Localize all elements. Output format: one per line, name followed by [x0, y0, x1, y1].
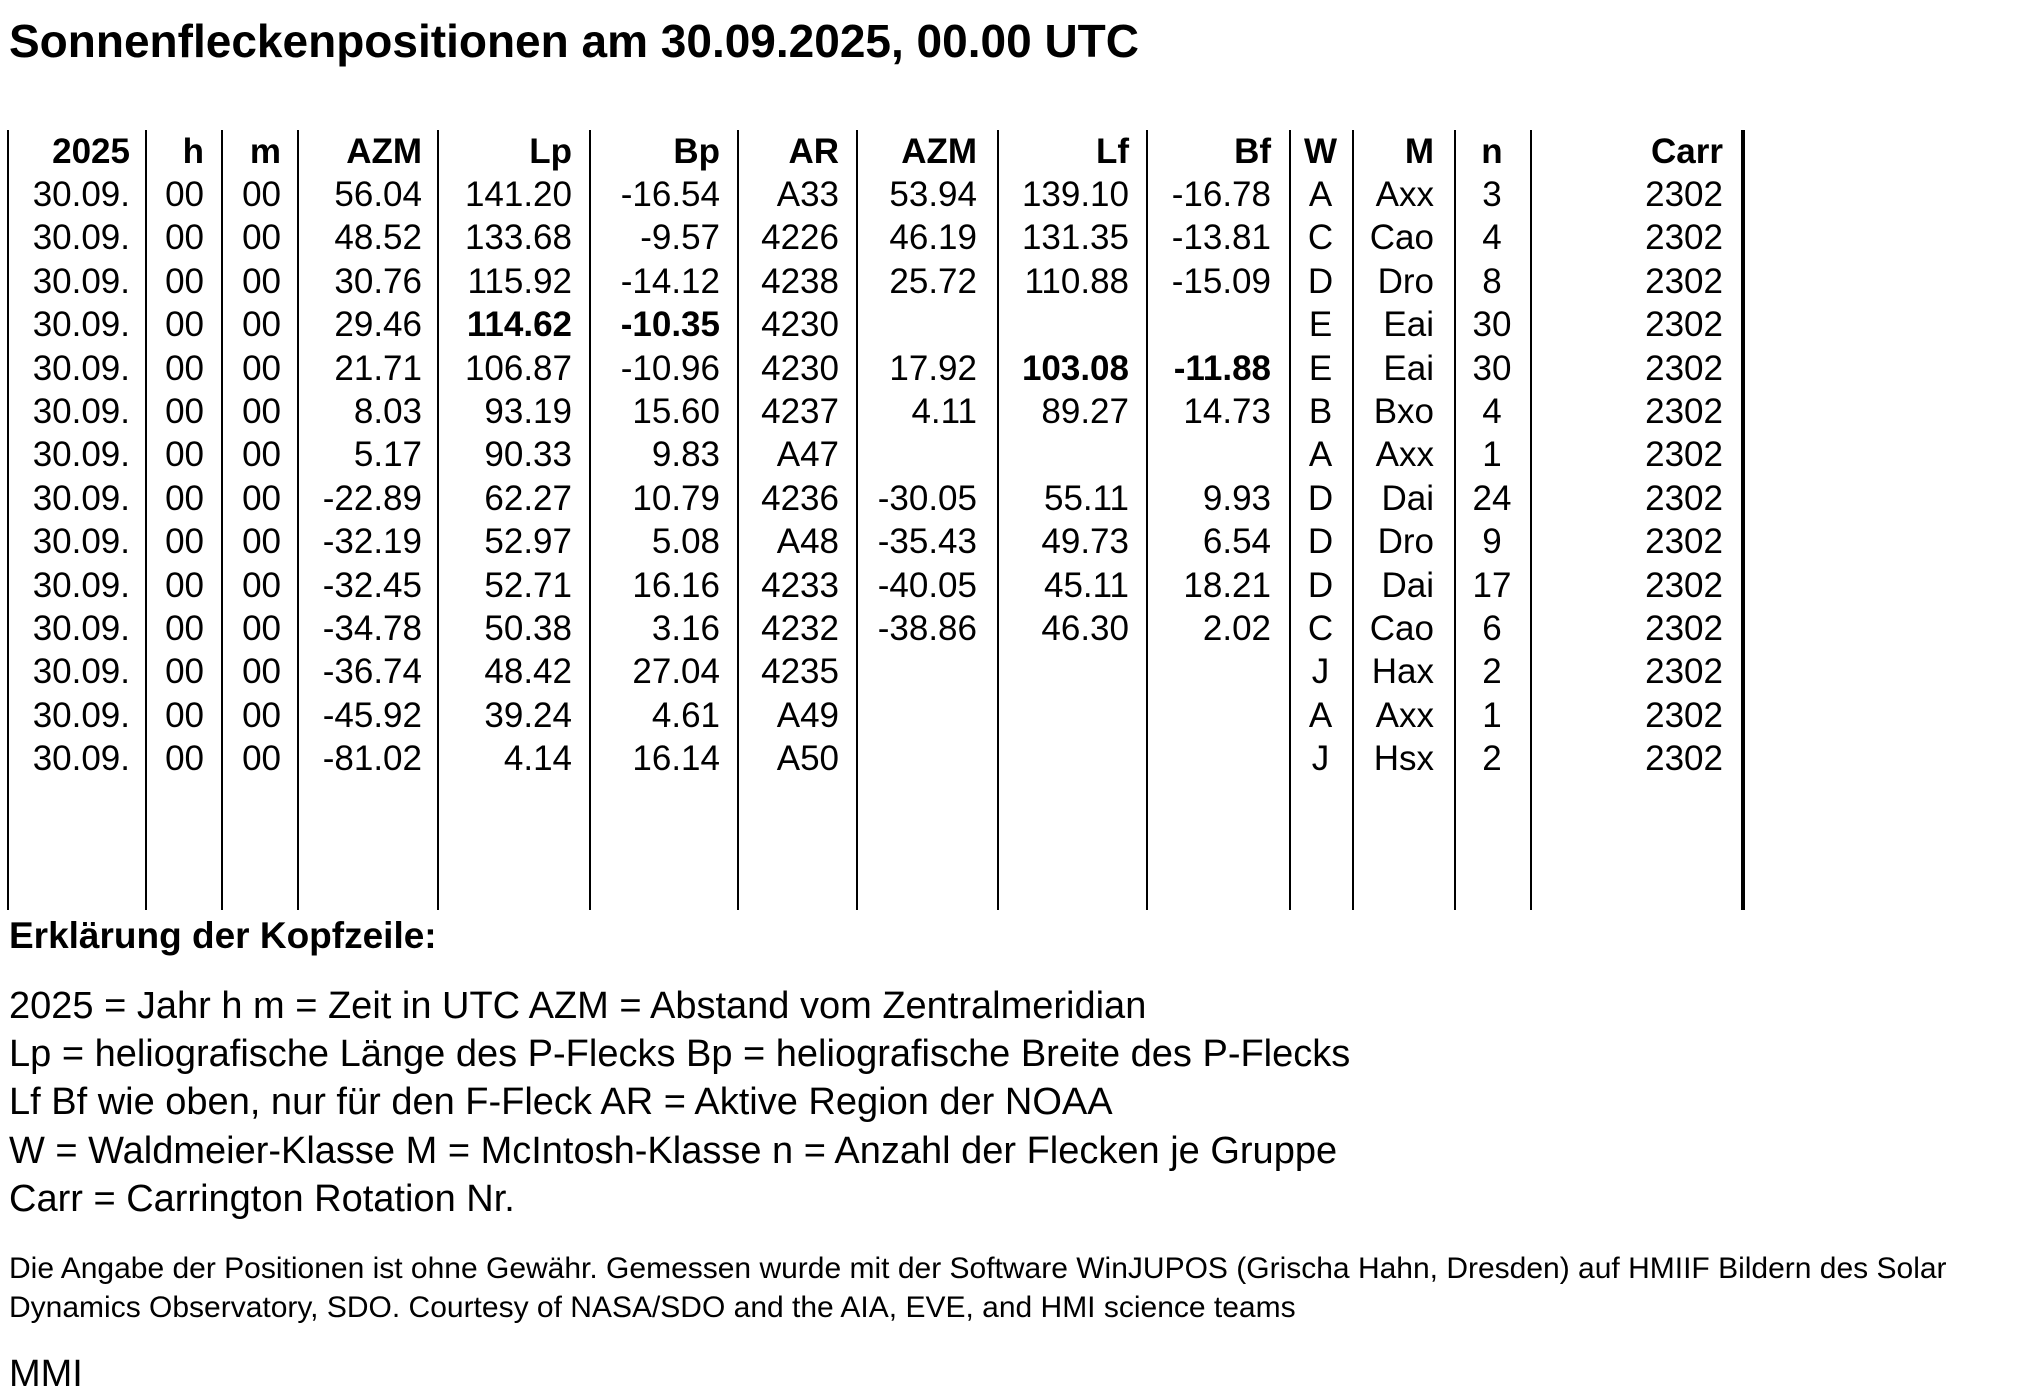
table-cell: 90.33 — [484, 435, 572, 475]
column-header: W — [1303, 132, 1338, 171]
table-cell: 30.09. — [32, 522, 130, 562]
table-cell — [858, 694, 977, 737]
table-cell: 53.94 — [889, 175, 977, 214]
table-cell: 00 — [242, 522, 281, 562]
table-cell: 00 — [165, 175, 204, 214]
table-cell — [858, 433, 977, 476]
table-cell — [1148, 303, 1271, 346]
table-cell: 18.21 — [1183, 565, 1271, 605]
table-cell: 17.92 — [889, 348, 977, 388]
table-cell: -14.12 — [620, 261, 720, 301]
table-cell: 2302 — [1645, 652, 1723, 692]
table-cell: 2.02 — [1202, 609, 1271, 648]
table-cell — [1148, 737, 1271, 780]
table-cell: B — [1308, 392, 1333, 431]
table-cell: 6 — [1482, 609, 1502, 648]
legend-line: Lp = heliografische Länge des P-Flecks Bp = heliografische Breite des P-Flecks — [9, 1033, 1351, 1075]
table-cell: A49 — [776, 695, 839, 735]
table-cell: 1 — [1482, 695, 1502, 735]
table-cell: 2302 — [1645, 305, 1723, 345]
table-cell: 4236 — [761, 478, 839, 518]
table-cell: 50.38 — [484, 609, 572, 648]
table-cell: 4238 — [761, 261, 839, 301]
table-cell: -10.96 — [620, 348, 720, 388]
table-cell — [999, 650, 1129, 693]
table-cell: 106.87 — [464, 348, 572, 388]
table-cell: 4230 — [761, 305, 839, 345]
table-cell: 6.54 — [1202, 522, 1271, 562]
table-cell: -16.54 — [620, 175, 720, 214]
table-cell: 115.92 — [467, 261, 572, 301]
table-cell: -32.45 — [322, 565, 422, 605]
table-cell: 30.09. — [32, 739, 130, 779]
table-cell — [999, 303, 1129, 346]
table-cell: 30 — [1472, 305, 1512, 345]
disclaimer-note: Die Angabe der Positionen ist ohne Gewähr. Gemessen wurde mit der Software WinJUPOS (Grischa Hahn, Dresden) auf HMIIF Bildern des Solar Dynamics Observatory, SDO. Courtesy of NASA/SDO and the AIA, EVE, and HMI science teams — [9, 1252, 1947, 1324]
sunspot-position-table — [7, 130, 1744, 910]
column-header: AR — [788, 132, 839, 171]
table-cell: 30.09. — [32, 652, 130, 692]
table-cell: E — [1308, 348, 1333, 388]
table-cell: 00 — [165, 609, 204, 648]
table-cell: 00 — [165, 652, 204, 692]
table-cell: Dro — [1377, 522, 1434, 562]
table-cell: 39.24 — [484, 695, 572, 735]
column-header: M — [1404, 132, 1434, 171]
table-cell: Axx — [1375, 175, 1434, 214]
table-cell: -11.88 — [1173, 348, 1271, 388]
table-cell — [1148, 650, 1271, 693]
table-cell: 00 — [242, 348, 281, 388]
table-cell: 00 — [242, 435, 281, 475]
table-cell: -22.89 — [322, 478, 422, 518]
table-cell: 00 — [242, 218, 281, 258]
table-cell: 8.03 — [353, 392, 422, 431]
table-cell: 00 — [165, 261, 204, 301]
table-cell: -38.86 — [877, 609, 977, 648]
table-cell: 00 — [242, 652, 281, 692]
table-cell: 00 — [242, 261, 281, 301]
table-cell: 9 — [1482, 522, 1502, 562]
table-cell: 00 — [242, 565, 281, 605]
table-cell — [1148, 694, 1271, 737]
table-cell: 00 — [165, 305, 204, 345]
table-cell: 00 — [165, 478, 204, 518]
table-cell: 4.61 — [651, 695, 720, 735]
table-cell: -15.09 — [1171, 261, 1271, 301]
legend-title: Erklärung der Kopfzeile: — [9, 915, 437, 956]
table-cell: Dro — [1377, 261, 1434, 301]
table-cell: 131.35 — [1021, 218, 1129, 258]
column-header: h — [182, 132, 204, 171]
table-cell: 27.04 — [632, 652, 720, 692]
table-cell: 2302 — [1645, 218, 1723, 258]
column-header: n — [1481, 132, 1503, 171]
table-cell: D — [1307, 261, 1334, 301]
table-cell: 30.09. — [32, 695, 130, 735]
table-cell: 46.19 — [889, 218, 977, 258]
table-cell — [999, 694, 1129, 737]
table-cell: 4 — [1482, 392, 1502, 431]
table-cell: Eai — [1383, 305, 1434, 345]
table-cell: -9.57 — [640, 218, 720, 258]
table-cell: 45.11 — [1044, 565, 1129, 605]
table-cell: 2302 — [1645, 392, 1723, 431]
table-cell: 30.76 — [334, 261, 422, 301]
table-cell: 2302 — [1645, 435, 1723, 475]
table-cell: 30.09. — [32, 175, 130, 214]
table-cell: 2302 — [1645, 695, 1723, 735]
table-cell: A47 — [776, 435, 839, 475]
table-cell: -81.02 — [322, 739, 422, 779]
column-header: Carr — [1651, 132, 1723, 171]
table-cell: -34.78 — [322, 609, 422, 648]
table-cell: C — [1307, 609, 1334, 648]
table-cell: 1 — [1482, 435, 1502, 475]
table-cell: A — [1308, 175, 1333, 214]
table-cell: A — [1308, 435, 1333, 475]
table-cell: 00 — [165, 565, 204, 605]
table-cell: 9.93 — [1202, 478, 1271, 518]
table-cell: 139.10 — [1021, 175, 1129, 214]
table-cell: 21.71 — [334, 348, 422, 388]
table-cell: 30.09. — [32, 305, 130, 345]
table-cell — [999, 737, 1129, 780]
table-cell: 2302 — [1645, 175, 1723, 214]
table-cell: 52.71 — [484, 565, 572, 605]
table-cell: 5.08 — [651, 522, 720, 562]
table-cell: 10.79 — [632, 478, 720, 518]
table-cell: 2302 — [1645, 739, 1723, 779]
table-cell: 00 — [165, 739, 204, 779]
table-cell: 52.97 — [484, 522, 572, 562]
table-cell: 114.62 — [466, 305, 572, 345]
table-cell: 4230 — [761, 348, 839, 388]
table-cell: -40.05 — [877, 565, 977, 605]
table-cell: A48 — [776, 522, 839, 562]
table-cell: 25.72 — [889, 261, 977, 301]
table-cell: 55.11 — [1044, 478, 1129, 518]
table-cell: Dai — [1381, 478, 1434, 518]
table-cell: Cao — [1369, 609, 1434, 648]
table-cell: 30.09. — [32, 609, 130, 648]
table-cell: -13.81 — [1171, 218, 1271, 258]
table-cell: 00 — [165, 392, 204, 431]
column-header: Bf — [1234, 132, 1271, 171]
table-cell: 4.11 — [911, 392, 977, 431]
table-cell: 48.52 — [334, 218, 422, 258]
table-cell — [858, 650, 977, 693]
table-cell: J — [1311, 652, 1330, 692]
table-cell: 14.73 — [1183, 392, 1271, 431]
table-cell: Bxo — [1373, 392, 1434, 431]
table-cell: 110.88 — [1024, 261, 1129, 301]
table-cell: 29.46 — [334, 305, 422, 345]
table-cell: -10.35 — [620, 305, 720, 345]
table-cell: 56.04 — [334, 175, 422, 214]
table-cell: 2 — [1482, 652, 1502, 692]
table-cell: A50 — [776, 739, 839, 779]
table-cell: E — [1308, 305, 1333, 345]
author-signature: MMI — [9, 1353, 83, 1395]
table-cell: 93.19 — [484, 392, 572, 431]
table-cell: 8 — [1482, 261, 1502, 301]
table-cell: Axx — [1375, 695, 1434, 735]
table-cell: -35.43 — [877, 522, 977, 562]
table-cell: 00 — [242, 609, 281, 648]
table-cell: 89.27 — [1041, 392, 1129, 431]
column-header: Lp — [529, 132, 572, 171]
table-cell: 30 — [1472, 348, 1512, 388]
table-cell: 17 — [1472, 565, 1512, 605]
table-cell: A33 — [776, 175, 839, 214]
table-cell: C — [1307, 218, 1334, 258]
table-cell: 2302 — [1645, 609, 1723, 648]
table-cell: 30.09. — [32, 348, 130, 388]
table-cell: Eai — [1383, 348, 1434, 388]
table-cell — [858, 737, 977, 780]
table-cell: 00 — [242, 392, 281, 431]
table-cell: 30.09. — [32, 261, 130, 301]
column-divider — [1741, 130, 1745, 910]
table-cell: 00 — [242, 175, 281, 214]
table-cell: 30.09. — [32, 565, 130, 605]
table-cell: 4232 — [761, 609, 839, 648]
table-cell: -32.19 — [322, 522, 422, 562]
table-cell: 4233 — [761, 565, 839, 605]
table-cell: 00 — [165, 695, 204, 735]
table-cell: 3.16 — [651, 609, 720, 648]
column-header: AZM — [346, 132, 422, 171]
table-cell: Hsx — [1373, 739, 1434, 779]
table-cell: Axx — [1375, 435, 1434, 475]
page-title: Sonnenfleckenpositionen am 30.09.2025, 00.00 UTC — [9, 15, 1139, 67]
table-cell: 30.09. — [32, 392, 130, 431]
table-cell: 00 — [165, 522, 204, 562]
table-cell: Dai — [1381, 565, 1434, 605]
table-cell: 46.30 — [1041, 609, 1129, 648]
table-cell: 2302 — [1645, 348, 1723, 388]
table-cell: -45.92 — [322, 695, 422, 735]
table-cell: 00 — [165, 348, 204, 388]
column-header: 2025 — [52, 132, 130, 171]
column-header: Bp — [673, 132, 720, 171]
table-cell: Hax — [1371, 652, 1434, 692]
table-cell: 4226 — [761, 218, 839, 258]
table-cell: 133.68 — [464, 218, 572, 258]
table-cell: 00 — [242, 305, 281, 345]
table-cell: 62.27 — [484, 478, 572, 518]
table-cell: 4.14 — [503, 739, 572, 779]
table-cell — [999, 433, 1129, 476]
legend-line: Lf Bf wie oben, nur für den F-Fleck AR = Aktive Region der NOAA — [9, 1081, 1113, 1123]
table-cell: 3 — [1482, 175, 1502, 214]
table-cell: -30.05 — [877, 478, 977, 518]
table-cell — [1148, 433, 1271, 476]
table-cell: 49.73 — [1041, 522, 1129, 562]
table-cell: 16.16 — [632, 565, 720, 605]
table-cell: -36.74 — [322, 652, 422, 692]
table-cell: D — [1307, 565, 1334, 605]
table-cell: 2 — [1482, 739, 1502, 779]
table-cell: 15.60 — [632, 392, 720, 431]
table-cell: Cao — [1369, 218, 1434, 258]
table-cell: 00 — [165, 218, 204, 258]
table-cell: 2302 — [1645, 565, 1723, 605]
column-header: m — [249, 132, 281, 171]
table-cell: 16.14 — [632, 739, 720, 779]
table-cell: A — [1308, 695, 1333, 735]
column-header: AZM — [901, 132, 977, 171]
table-cell: 00 — [242, 739, 281, 779]
table-cell: 24 — [1472, 478, 1512, 518]
table-cell: 30.09. — [32, 478, 130, 518]
column-header: Lf — [1095, 132, 1129, 171]
table-cell: 2302 — [1645, 478, 1723, 518]
table-cell: 2302 — [1645, 261, 1723, 301]
table-cell: 00 — [165, 435, 204, 475]
table-cell: 00 — [242, 695, 281, 735]
table-cell: 48.42 — [484, 652, 572, 692]
table-cell: 141.20 — [464, 175, 572, 214]
table-cell — [858, 303, 977, 346]
table-cell: 103.08 — [1021, 348, 1129, 388]
table-cell: 2302 — [1645, 522, 1723, 562]
table-cell: 4235 — [761, 652, 839, 692]
table-cell: J — [1311, 739, 1330, 779]
table-cell: D — [1307, 522, 1334, 562]
table-cell: 30.09. — [32, 218, 130, 258]
table-cell: 5.17 — [353, 435, 422, 475]
table-cell: 00 — [242, 478, 281, 518]
table-cell: -16.78 — [1171, 175, 1271, 214]
table-cell: 4237 — [761, 392, 839, 431]
legend-line: Carr = Carrington Rotation Nr. — [9, 1178, 515, 1220]
legend-line: 2025 = Jahr h m = Zeit in UTC AZM = Abstand vom Zentralmeridian — [9, 985, 1147, 1027]
table-cell: 9.83 — [651, 435, 720, 475]
legend-line: W = Waldmeier-Klasse M = McIntosh-Klasse n = Anzahl der Flecken je Gruppe — [9, 1130, 1338, 1172]
table-cell: 4 — [1482, 218, 1502, 258]
table-cell: D — [1307, 478, 1334, 518]
table-cell: 30.09. — [32, 435, 130, 475]
